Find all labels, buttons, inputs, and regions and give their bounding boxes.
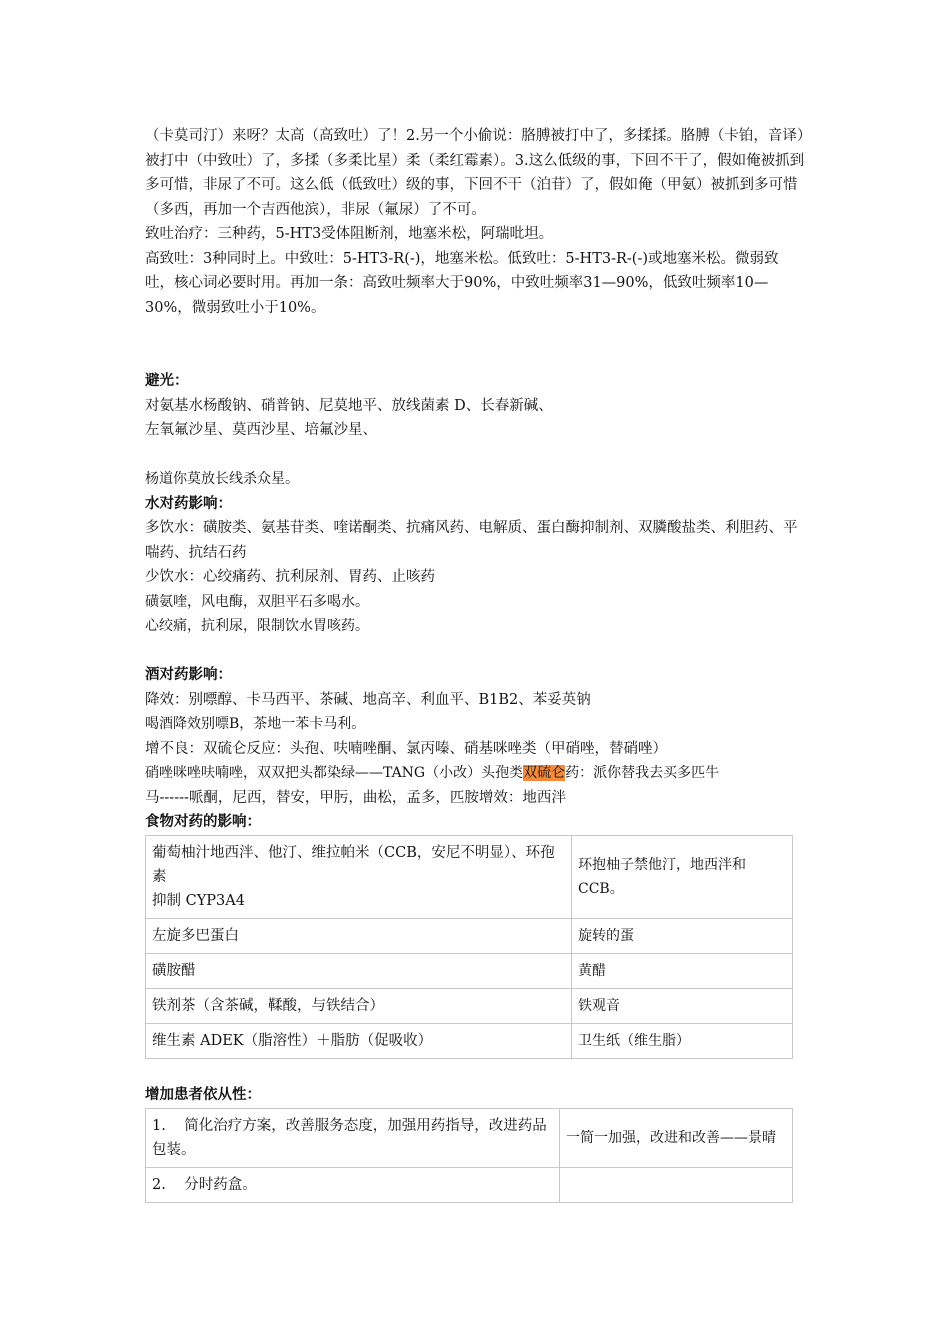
table-cell: 卫生纸（维生脂）: [572, 1023, 793, 1058]
paragraph-mnemonic-story: （卡莫司汀）来呀？太高（高致吐）了！2.另一个小偷说：胳膊被打中了，多揉揉。胳膊（卡铂，音译）被打中（中致吐）了，多揉（多柔比星）柔（柔红霉素）。3.这么低级的事，下回不干了，假如俺被抓到多可惜，非尿了不可。这么低（低致吐）级的事，下回不干（泊苷）了，假如俺（甲氨）被抓到多可惜（多西，再加一个吉西他滨），非尿（氟尿）了不可。: [145, 128, 805, 218]
table-row: [146, 1023, 793, 1058]
alcohol-heading: 酒对药影响：: [145, 666, 232, 683]
table-cell: 磺胺醋: [146, 953, 572, 988]
compliance-heading: 增加患者依从性：: [145, 1086, 261, 1103]
table-row: [146, 953, 793, 988]
table-row: [146, 1108, 793, 1167]
food-table: [145, 835, 793, 1059]
food-heading: 食物对药的影响：: [145, 813, 261, 830]
table-cell: [146, 1167, 560, 1202]
table-cell: 维生素 ADEK（脂溶性）＋脂肪（促吸收）: [146, 1023, 572, 1058]
water-mnemonic-2: 心绞痛，抗利尿，限制饮水胃咳药。: [145, 618, 369, 634]
highlighted-term: 双硫仑: [523, 765, 566, 781]
alcohol-mnemonic-part-a: 硝唑咪唑呋喃唑，双双把头都染绿——TANG（小改）头孢类: [145, 765, 524, 781]
table-row: [146, 1167, 793, 1202]
light-heading: 避光：: [145, 372, 189, 389]
alcohol-adverse-mnemonic-continued: 马------哌酮，尼西，替安，甲肟，曲松，孟多，匹胺增效：地西泮: [145, 789, 566, 806]
row-number: 1.: [152, 1117, 166, 1134]
light-line-2: 左氧氟沙星、莫西沙星、培氟沙星、: [145, 422, 377, 438]
water-less: 少饮水：心绞痛药、抗利尿剂、胃药、止咳药: [145, 569, 435, 585]
compliance-table: [145, 1108, 793, 1203]
cell-text: 葡萄柚汁地西泮、他汀、维拉帕米（CCB，安尼不明显）、环孢素: [152, 844, 555, 885]
document-page: [145, 124, 805, 1203]
table-cell: 铁观音: [572, 988, 793, 1023]
table-cell: 一简一加强，改进和改善——景晴: [560, 1108, 793, 1167]
water-more: 多饮水：磺胺类、氨基苷类、喹诺酮类、抗痛风药、电解质、蛋白酶抑制剂、双膦酸盐类、利胆药、平喘药、抗结石药: [145, 520, 798, 561]
table-cell: 铁剂茶（含茶碱，鞣酸，与铁结合）: [146, 988, 572, 1023]
light-line-1: 对氨基水杨酸钠、硝普钠、尼莫地平、放线菌素 D、长春新碱、: [145, 397, 553, 414]
water-mnemonic-1: 磺氨喹，风电酶，双胆平石多喝水。: [145, 593, 369, 610]
water-heading: 水对药影响：: [145, 494, 232, 512]
light-mnemonic: 杨道你莫放长线杀众星。: [145, 471, 299, 487]
table-row: [146, 918, 793, 953]
table-cell: 黄醋: [572, 953, 793, 988]
cell-text: 简化治疗方案，改善服务态度，加强用药指导，改进药品包装。: [152, 1117, 547, 1158]
cell-text: 抑制 CYP3A4: [152, 892, 245, 909]
table-cell: [560, 1167, 793, 1202]
table-cell: 环抱柚子禁他汀，地西泮和CCB。: [572, 835, 793, 918]
row-number: 2.: [152, 1176, 166, 1193]
paragraph-antiemetic-treatment: 致吐治疗：三种药，5-HT3受体阻断剂，地塞米松，阿瑞吡坦。: [145, 226, 554, 242]
table-row: [146, 988, 793, 1023]
alcohol-reduce-mnemonic: 喝酒降效别嘌B，茶地一苯卡马利。: [145, 716, 366, 732]
table-cell: [146, 1108, 560, 1167]
alcohol-adverse-mnemonic: [145, 761, 805, 786]
alcohol-reduce: 降效：别嘌醇、卡马西平、茶碱、地高辛、利血平、B1B2、苯妥英钠: [145, 691, 591, 708]
alcohol-mnemonic-part-b: 药：派你替我去买多匹牛: [565, 765, 720, 781]
table-cell: 旋转的蛋: [572, 918, 793, 953]
paragraph-emetic-levels: 高致吐：3种同时上。中致吐：5-HT3-R(-)，地塞米松。低致吐：5-HT3-R-(-)或地塞米松。微弱致吐，核心词必要时用。再加一条：高致吐频率大于90%，中致吐频率31—90%，低致吐频率10—30%，微弱致吐小于10%。: [145, 250, 779, 316]
table-cell: [146, 835, 572, 918]
table-row: [146, 835, 793, 918]
table-cell: 左旋多巴蛋白: [146, 918, 572, 953]
cell-text: 分时药盒。: [184, 1176, 257, 1193]
alcohol-adverse: 增不良：双硫仑反应：头孢、呋喃唑酮、氯丙嗪、硝基咪唑类（甲硝唑，替硝唑）: [145, 740, 667, 757]
